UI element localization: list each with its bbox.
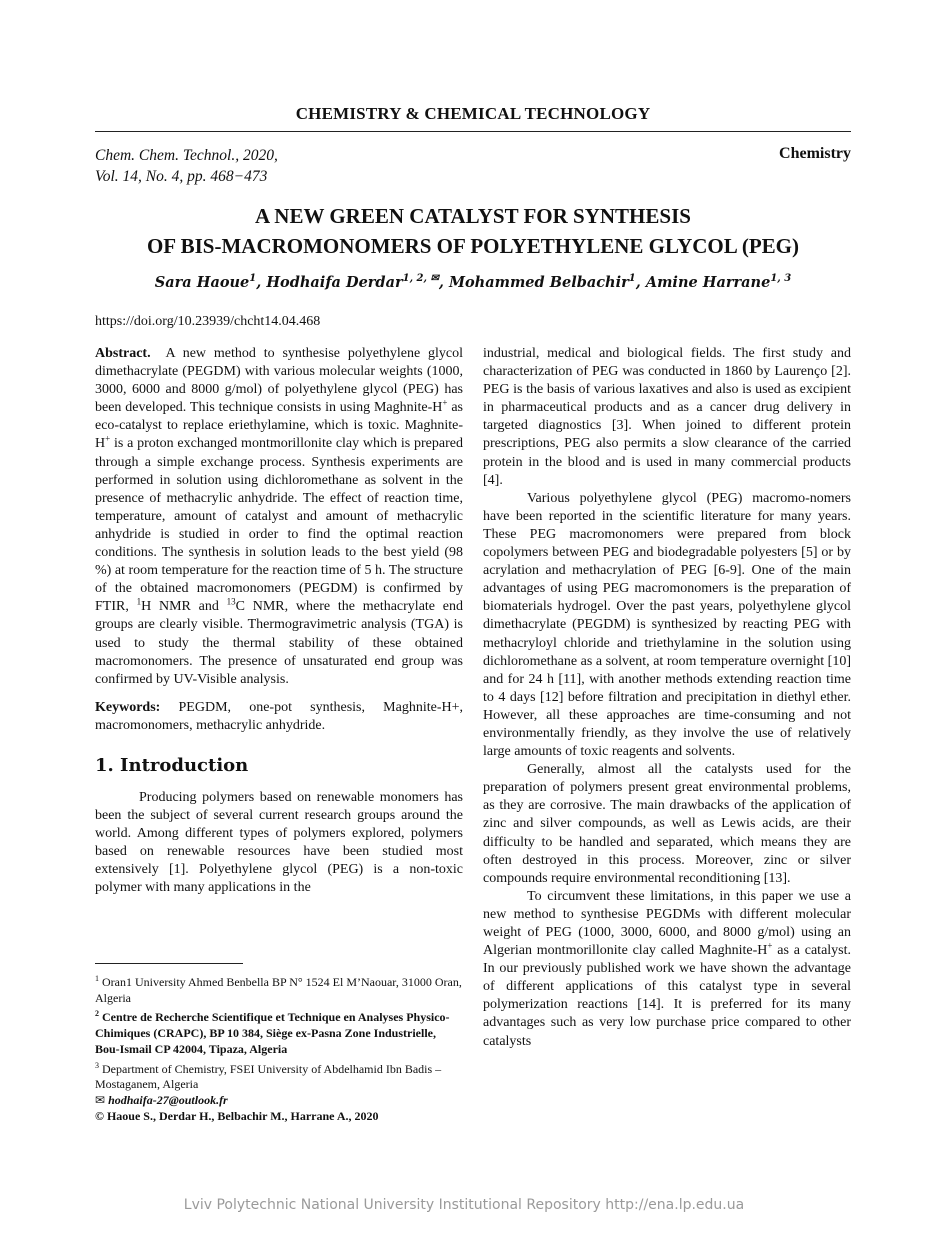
- abstract: [95, 345, 463, 689]
- title-line-1: A NEW GREEN CATALYST FOR SYNTHESIS: [255, 204, 691, 228]
- author-name: Mohammed Belbachir: [448, 273, 629, 291]
- intro-paragraph: Producing polymers based on renewable monomers has been the subject of several current research groups around the world. Among different types of polymers explored, polymers based on renewable resources have been studied most extensively [1]. Polyethylene glycol (PEG) is a non-toxic polymer with many applications in the: [95, 789, 463, 896]
- superscript: 1: [136, 596, 142, 607]
- footnote-text: Centre de Recherche Scientifique et Technique en Analyses Physico-Chimiques (CRAPC), BP 10 384, Siège ex-Pasna Zone Industrielle, Bou-Ismail CP 42004, Tipaza, Algeria: [95, 1010, 450, 1056]
- footnotes: [95, 971, 463, 1124]
- envelope-icon: ✉: [95, 1092, 106, 1107]
- abstract-text: as eco-catalyst to replace eriethylamine, which is toxic. Maghnite-H: [95, 400, 463, 452]
- author-list: Sara Haoue$^1$, Hodhaifa Derdar$^{1, 2, ✉}$, Mohammed Belbachir$^1$, Amine Harrane$^{1, 3}$: [154, 273, 792, 291]
- citation-line-1: Chem. Chem. Technol., 2020,: [95, 147, 278, 164]
- author-affiliation: 1: [249, 273, 257, 284]
- doi-link[interactable]: https://doi.org/10.23939/chcht14.04.468: [95, 314, 321, 329]
- author-affiliation: 1, 3: [770, 273, 792, 284]
- footnote-3: [95, 1058, 463, 1093]
- body-paragraph: industrial, medical and biological fields. The first study and characterization of PEG was conducted in 1860 by Laurenço [2]. PEG is the basis of various laxatives and also is used as excipient in pharmaceutical products and as a cancer drug delivery in targeted diagnostics [3]. When joined to different protein prescriptions, PEG also permits a slow clearance of the carried protein in the blood and is used in many commercial products [4].: [483, 346, 851, 488]
- abstract-text: C NMR, where the methacrylate end groups are clearly visible. Thermogravimetric analysis (TGA) is used to study the thermal stability of these obtained macromonomers. The presence of unsaturated end group was confirmed by UV-Visible analysis.: [95, 599, 463, 687]
- footnote-text: Oran1 University Ahmed Benbella BP N° 1524 El M’Naouar, 31000 Oran, Algeria: [95, 975, 462, 1005]
- body-text: as a catalyst. In our previously published work we have shown the advantage of different applications of this catalyst type in several polymerization reactions [14]. It is preferred for its many advantages such as very low purchase price compared to other catalysts: [483, 943, 852, 1049]
- footnote-email: [95, 1093, 463, 1109]
- abstract-text: is a proton exchanged montmorillonite clay which is prepared through a simple exchange process. Synthesis experiments are performed in solution using dichloromethane as solvent in the presence of methacrylic anhydride. The effect of reaction time, temperature, amount of catalyst and amount of methacrylic anhydride is studied in order to find the optimal reaction conditions. The synthesis in solution leads to the best yield (98 %) at room temperature for the reaction time of 5 h. The structure of the obtained macromonomers (PEGDM) is confirmed by FTIR,: [95, 436, 463, 615]
- footnote-divider: [95, 963, 243, 964]
- body-paragraph: Various polyethylene glycol (PEG) macromo-nomers have been reported in the scientific literature for many years. These PEG macromonomers were prepared from block copolymers between PEG and biodegradable polyesters [5] or by acrylation and methacrylation of PEG [6-9]. One of the main advantages of using PEG macromonomers is the preparation of biomaterials hydrogel. Over the past years, polyethylene glycol dimethacrylate (PEGDM) is synthesized by reacting PEG with methacryloyl chloride and triethylamine in the solution using dichloromethane as a solvent, at room temperature overnight [10] and for 24 h [11], with another methods extending reaction time to 4 days [12] before filtration and precipitation in diethyl ether. However, all these approaches are time-consuming and not environmentally friendly, as they involve the use of relatively large amounts of toxic reagents and solvents.: [483, 490, 851, 760]
- footnote-marker: 1: [95, 974, 99, 983]
- body-paragraph: [483, 888, 851, 1051]
- paper-title: [95, 201, 851, 261]
- footnote-text: Department of Chemistry, FSEI University of Abdelhamid Ibn Badis – Mostaganem, Algeria: [95, 1061, 442, 1092]
- keywords: [95, 699, 463, 735]
- superscript: +: [442, 397, 448, 408]
- copyright-notice: © Haoue S., Derdar H., Belbachir M., Harrane A., 2020: [95, 1108, 379, 1123]
- footnote-marker: 2: [95, 1009, 99, 1019]
- email-link[interactable]: hodhaifa-27@outlook.fr: [108, 1092, 228, 1107]
- body-text: To circumvent these limitations, in this paper we use a new method to synthesise PEGDMs with different molecular weight of PEG (1000, 3000, 6000, and 8000 g/mol) using an Algerian montmorillonite clay called Maghnite-H: [483, 888, 851, 959]
- citation-line-2: Vol. 14, No. 4, pp. 468−473: [95, 168, 268, 185]
- body-paragraph: Generally, almost all the catalysts used for the preparation of polymers present great environmental problems, as they are corrosive. The main drawbacks of the application of zinc and silver compounds, as well as Lewis acids, are their difficulty to be handled and separated, which means they are often destroyed in this process. Moreover, zinc or silver compounds require environmental reconditioning [13].: [483, 762, 851, 886]
- footnote-1: [95, 971, 463, 1006]
- author-name: Sara Haoue: [154, 273, 250, 291]
- keywords-text: PEGDM, one-pot synthesis, Maghnite-H+, macromonomers, methacrylic anhydride.: [95, 699, 463, 733]
- author-affiliation: 1: [628, 273, 636, 284]
- left-column: [95, 345, 463, 898]
- author-name: Hodhaifa Derdar: [266, 273, 403, 291]
- keywords-label: Keywords:: [95, 699, 161, 715]
- abstract-label: Abstract.: [95, 346, 151, 361]
- journal-header: CHEMISTRY & CHEMICAL TECHNOLOGY: [295, 104, 651, 123]
- author-name: Amine Harrane: [645, 273, 771, 291]
- section-tag: Chemistry: [779, 145, 851, 162]
- abstract-text: A new method to synthesise polyethylene glycol dimethacrylate (PEGDM) with various molecular weights (1000, 3000, 6000 and 8000 g/mol) of polyethylene glycol (PEG) has been developed. This technique consists in using Maghnite-H: [95, 346, 463, 416]
- superscript: +: [105, 433, 111, 444]
- repository-footer: Lviv Polytechnic National University Institutional Repository http://ena.lp.edu.ua: [183, 1197, 745, 1213]
- footnote-marker: 3: [95, 1060, 99, 1070]
- title-line-2: OF BIS-MACROMONOMERS OF POLYETHYLENE GLYCOL (PEG): [146, 234, 800, 258]
- citation: [95, 145, 278, 187]
- superscript: 13: [226, 596, 236, 607]
- author-affiliation: 1, 2, ✉: [402, 273, 439, 284]
- superscript: +: [767, 940, 773, 951]
- right-column: [483, 345, 851, 1051]
- footnote-2: [95, 1006, 463, 1057]
- header-divider: [95, 131, 851, 132]
- abstract-text: H NMR and: [141, 599, 227, 615]
- section-heading-introduction: 1. Introduction: [95, 754, 249, 776]
